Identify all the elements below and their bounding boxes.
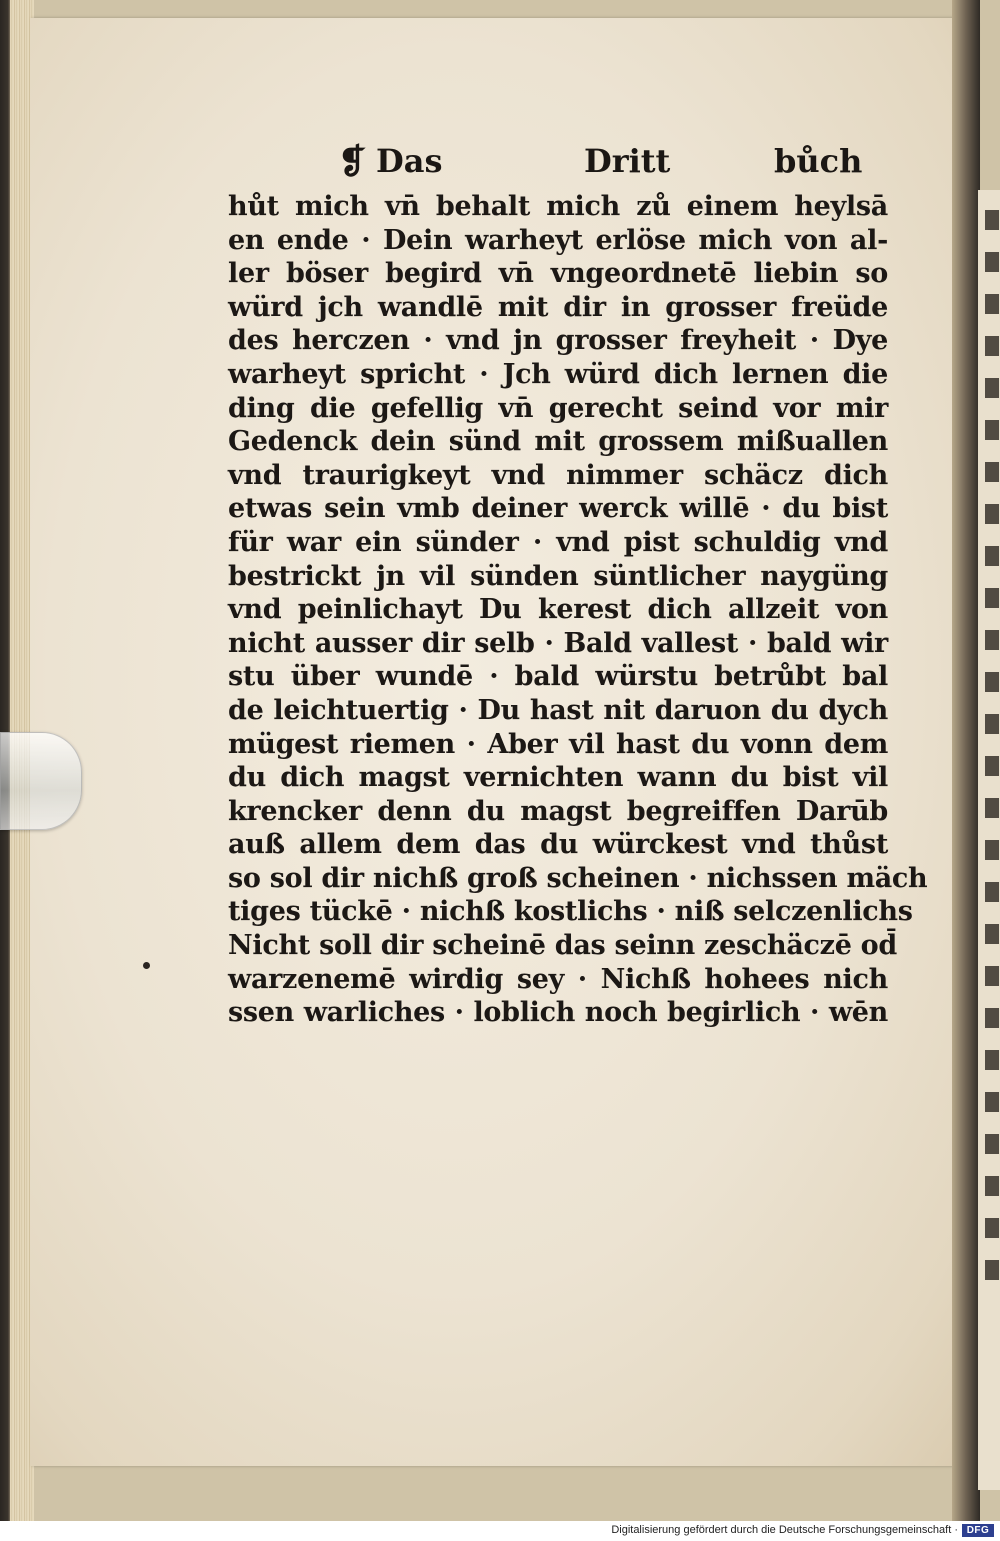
funding-notice: Digitalisierung gefördert durch die Deutsche Forschungsgemeinschaft ·: [611, 1524, 958, 1536]
text-line: du dich magst vernichten wann du bist vil: [228, 762, 888, 794]
text-line: mügest riemen · Aber vil hast du vonn dem: [228, 728, 888, 760]
margin-dot: [143, 962, 150, 969]
text-line: krencker denn du magst begreiffen Darūb: [228, 795, 888, 827]
text-line: warheyt spricht · Jch würd dich lernen die: [228, 358, 888, 390]
text-line: Nicht soll dir scheinē das seinn zeschäczē od̄: [228, 930, 897, 962]
header-word-das: Das: [376, 142, 443, 180]
text-line: vnd peinlichayt Du kerest dich allzeit von: [228, 594, 888, 626]
text-line: hůt mich vn̄ behalt mich zů einem heylsā: [228, 191, 888, 222]
text-line: warzenemē wirdig sey · Nichß hohees nich: [228, 963, 888, 995]
dfg-logo: DFG: [962, 1524, 994, 1537]
running-header: [338, 142, 863, 188]
text-line: ler böser begird vn̄ vngeordnetē liebin so: [228, 258, 888, 290]
facing-page-text-fragment: [985, 200, 999, 1280]
header-word-dritt: Dritt: [584, 142, 671, 180]
text-line: für war ein sünder · vnd pist schuldig vnd: [228, 526, 888, 558]
pilcrow-mark: ❡: [338, 142, 367, 182]
footer-bar: [0, 1521, 1000, 1541]
text-line: tiges tückē · nichß kostlichs · niß selczenlichs: [228, 896, 913, 928]
text-line: nicht ausser dir selb · Bald vallest · bald wir: [228, 627, 888, 659]
book-gutter: [952, 0, 980, 1521]
text-line: auß allem dem das du würckest vnd thůst: [228, 829, 888, 861]
text-line: bestrickt jn vil sünden süntlicher naygüng: [228, 560, 888, 592]
text-line: en ende · Dein warheyt erlöse mich von al-: [228, 224, 888, 256]
header-word-buch: bůch: [774, 142, 863, 180]
text-line: ssen warliches · loblich noch begirlich · wēn: [228, 997, 888, 1029]
text-line: würd jch wandlē mit dir in grosser freüde: [228, 291, 888, 323]
text-line: vnd traurigkeyt vnd nimmer schäcz dich: [228, 459, 888, 491]
text-line: so sol dir nichß groß scheinen · nichssen mäch: [228, 862, 928, 894]
body-text: [228, 190, 928, 1030]
text-line: des herczen · vnd jn grosser freyheit · Dye: [228, 325, 888, 357]
text-line: ding die gefellig vn̄ gerecht seind vor mir: [228, 392, 888, 424]
text-line: stu über wundē · bald würstu betrůbt bal: [228, 661, 888, 693]
text-line: etwas sein vmb deiner werck willē · du bist: [228, 493, 888, 525]
text-line: de leichtuertig · Du hast nit daruon du dych: [228, 694, 888, 726]
page-clip: [0, 732, 82, 830]
text-line: Gedenck dein sünd mit grossem mißuallen: [228, 426, 888, 458]
